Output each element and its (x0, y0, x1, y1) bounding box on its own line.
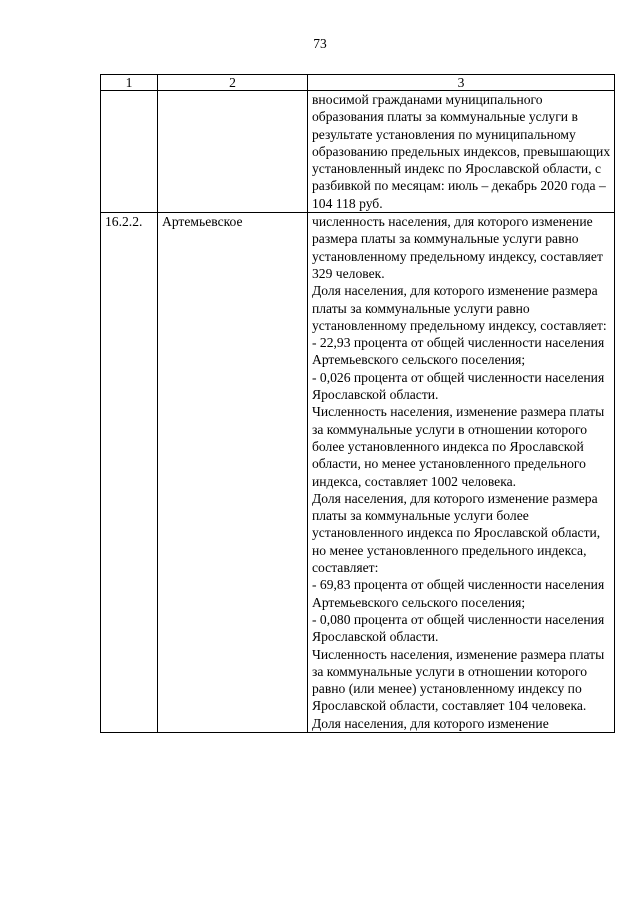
header-col-3: 3 (308, 75, 615, 91)
row-number-cell: 16.2.2. (101, 213, 158, 733)
description-paragraph: - 0,080 процента от общей численности населения Ярославской области. (312, 611, 605, 645)
document-table (100, 74, 615, 733)
header-col-2: 2 (158, 75, 308, 91)
row-number-cell (101, 91, 158, 213)
header-col-1: 1 (101, 75, 158, 91)
row-name-cell: Артемьевское (158, 213, 308, 733)
description-paragraph: Доля населения, для которого изменение размера платы за коммунальные услуги более установленного индекса по Ярославской области, но менее установленного предельного индекса, составляет: (312, 490, 601, 576)
page-number: 73 (313, 36, 327, 51)
description-paragraph: вносимой гражданами муниципального образования платы за коммунальные услуги в результате установления по муниципальному образованию предельных индексов, превышающих установленный индекс по Ярославской области, с разбивкой по месяцам: июль – декабрь 2020 года – 104 118 руб. (312, 92, 611, 211)
description-paragraph: Численность населения, изменение размера платы за коммунальные услуги в отношении которого более установленного индекса по Ярославской области, но менее установленного предельного индекса, составляет 1002 человека. (312, 404, 605, 489)
description-paragraph: численность населения, для которого изменение размера платы за коммунальные услуги равно установленному предельному индексу, составляет 329 человек. (312, 214, 603, 281)
table-row-continuation (101, 91, 615, 213)
table-row-16-2-2 (101, 213, 615, 733)
description-paragraph: Доля населения, для которого изменение размера платы за коммунальные услуги равно установленному предельному индексу, составляет: (312, 283, 607, 333)
row-name-cell (158, 91, 308, 213)
description-paragraph: Доля населения, для которого изменение (312, 715, 549, 731)
row-description-cell (308, 91, 615, 213)
table-header-row (101, 75, 615, 91)
row-description-cell (308, 213, 615, 733)
description-paragraph: Численность населения, изменение размера платы за коммунальные услуги в отношении которого равно (или менее) установленному индексу по Ярославской области, составляет 104 человека. (312, 646, 605, 714)
description-paragraph: - 69,83 процента от общей численности населения Артемьевского сельского поселения; (312, 577, 605, 610)
description-paragraph: - 22,93 процента от общей численности населения Артемьевского сельского поселения; (312, 335, 605, 368)
description-paragraph: - 0,026 процента от общей численности населения Ярославской области. (312, 369, 605, 403)
